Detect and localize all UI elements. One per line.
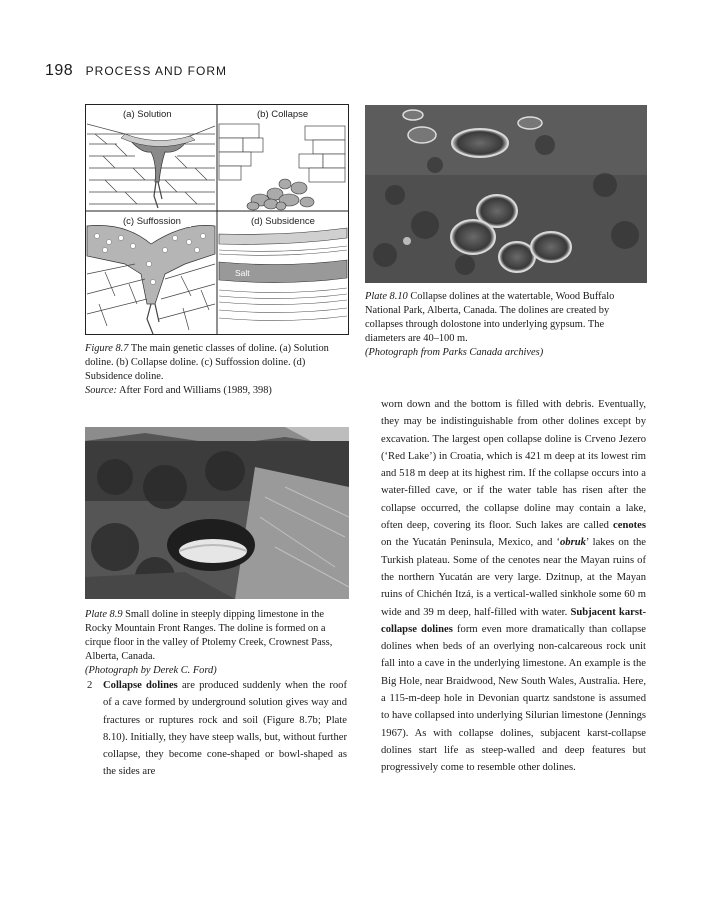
term-obruk: obruk [560,537,586,549]
plate-8-9-photo [85,427,349,599]
running-header [45,62,227,80]
figure-8-7-label: Figure 8.7 [85,343,129,354]
plate-8-10-photo [365,105,647,283]
term-collapse-dolines: Collapse dolines [103,680,178,691]
plate-8-9-label: Plate 8.9 [85,609,123,620]
running-title: PROCESS AND FORM [85,64,228,78]
body-text-part-1: worn down and the bottom is filled with debris. Eventually, they may be indistinguishable from other dolines except by excavation. The largest open collapse doline is Crveno Jezero (‘Red Lake’) in Croatia, which is 421 m deep at its lowest rim and 518 m deep at its highest rim. If the collapse occurs into a water-filled cave, or if the water table has risen after the collapse occurred, the collapse doline may contain a lake, often deep, covering its floor. Such lakes are called [381,399,646,532]
list-item-number: 2 [87,680,93,691]
term-subjacent-karst-collapse: Subjacent karst-collapse dolines [381,606,647,635]
right-column-text [381,396,646,777]
plate-8-10-label: Plate 8.10 [365,291,408,302]
plate-8-10-caption [365,290,647,360]
body-text-part-3: ’ lakes on the Turkish plateau. Some of the cenotes near the Mayan ruins of the northern Yucatán are very large. Dzitnup, at the Mayan ruins of Chichén Itzá, is a vertical-walled sinkhole some 60 m wide and 39 m deep, half-filled with water. [381,537,646,618]
figure-8-7-source-label: Source: [85,384,117,396]
body-text-part-2: on the Yucatán Peninsula, Mexico, and ‘ [381,537,560,549]
plate-8-10-credit: (Photograph from Parks Canada archives) [365,346,544,358]
plate-8-9-credit: (Photograph by Derek C. Ford) [85,664,217,676]
term-cenotes: cenotes [613,520,646,532]
panel-label-subsidence: (d) Subsidence [251,216,315,227]
doline-classes-diagram [85,104,349,335]
figure-8-7-diagram [85,104,349,335]
plate-8-10-caption-text: Collapse dolines at the watertable, Wood Buffalo National Park, Alberta, Canada. The dolines are created by collapses through dolostone into underlying gypsum. The diameters are 40–100 m. [365,291,615,344]
body-text-part-4: form even more dramatically than collapse dolines when beds of an overlying non-calcareous rock unit fall into a cave in the underlying limestone. An example is the Big Hole, near Braidwood, New South Wales, Australia. Here, a 115-m-deep hole in Devonian quartz sandstone is assumed to have collapsed into underlying Silurian limestone (Jennings 1967). As with collapse dolines, subjacent karst-collapse dolines start life as steep-walled and deep features but progressively come to resemble other dolines. [381,623,646,774]
plate-8-9-caption [85,608,349,678]
salt-label: Salt [235,268,250,278]
figure-8-7-caption [85,342,349,398]
plate-8-9-caption-text: Small doline in steeply dipping limestone in the Rocky Mountain Front Ranges. The doline is formed on a cirque floor in the valley of Ptolemy Creek, Crownest Pass, Alberta, Canada. [85,609,333,662]
figure-8-7-caption-text: The main genetic classes of doline. (a) Solution doline. (b) Collapse doline. (c) Suffossion doline. (d) Subsidence doline. [85,343,329,382]
list-item-text: are produced suddenly when the roof of a cave formed by underground solution gives way and fractures or ruptures rock and soil (Figure 8.7b; Plate 8.10). Initially, they have steep walls, but, without further collapse, they become cone-shaped or bowl-shaped as the sides are [103,680,347,778]
page-number: 198 [45,62,74,79]
panel-label-suffossion: (c) Suffossion [123,216,181,227]
panel-label-solution: (a) Solution [123,109,172,120]
figure-8-7-source-text: After Ford and Williams (1989, 398) [118,384,272,396]
panel-label-collapse: (b) Collapse [257,109,309,120]
